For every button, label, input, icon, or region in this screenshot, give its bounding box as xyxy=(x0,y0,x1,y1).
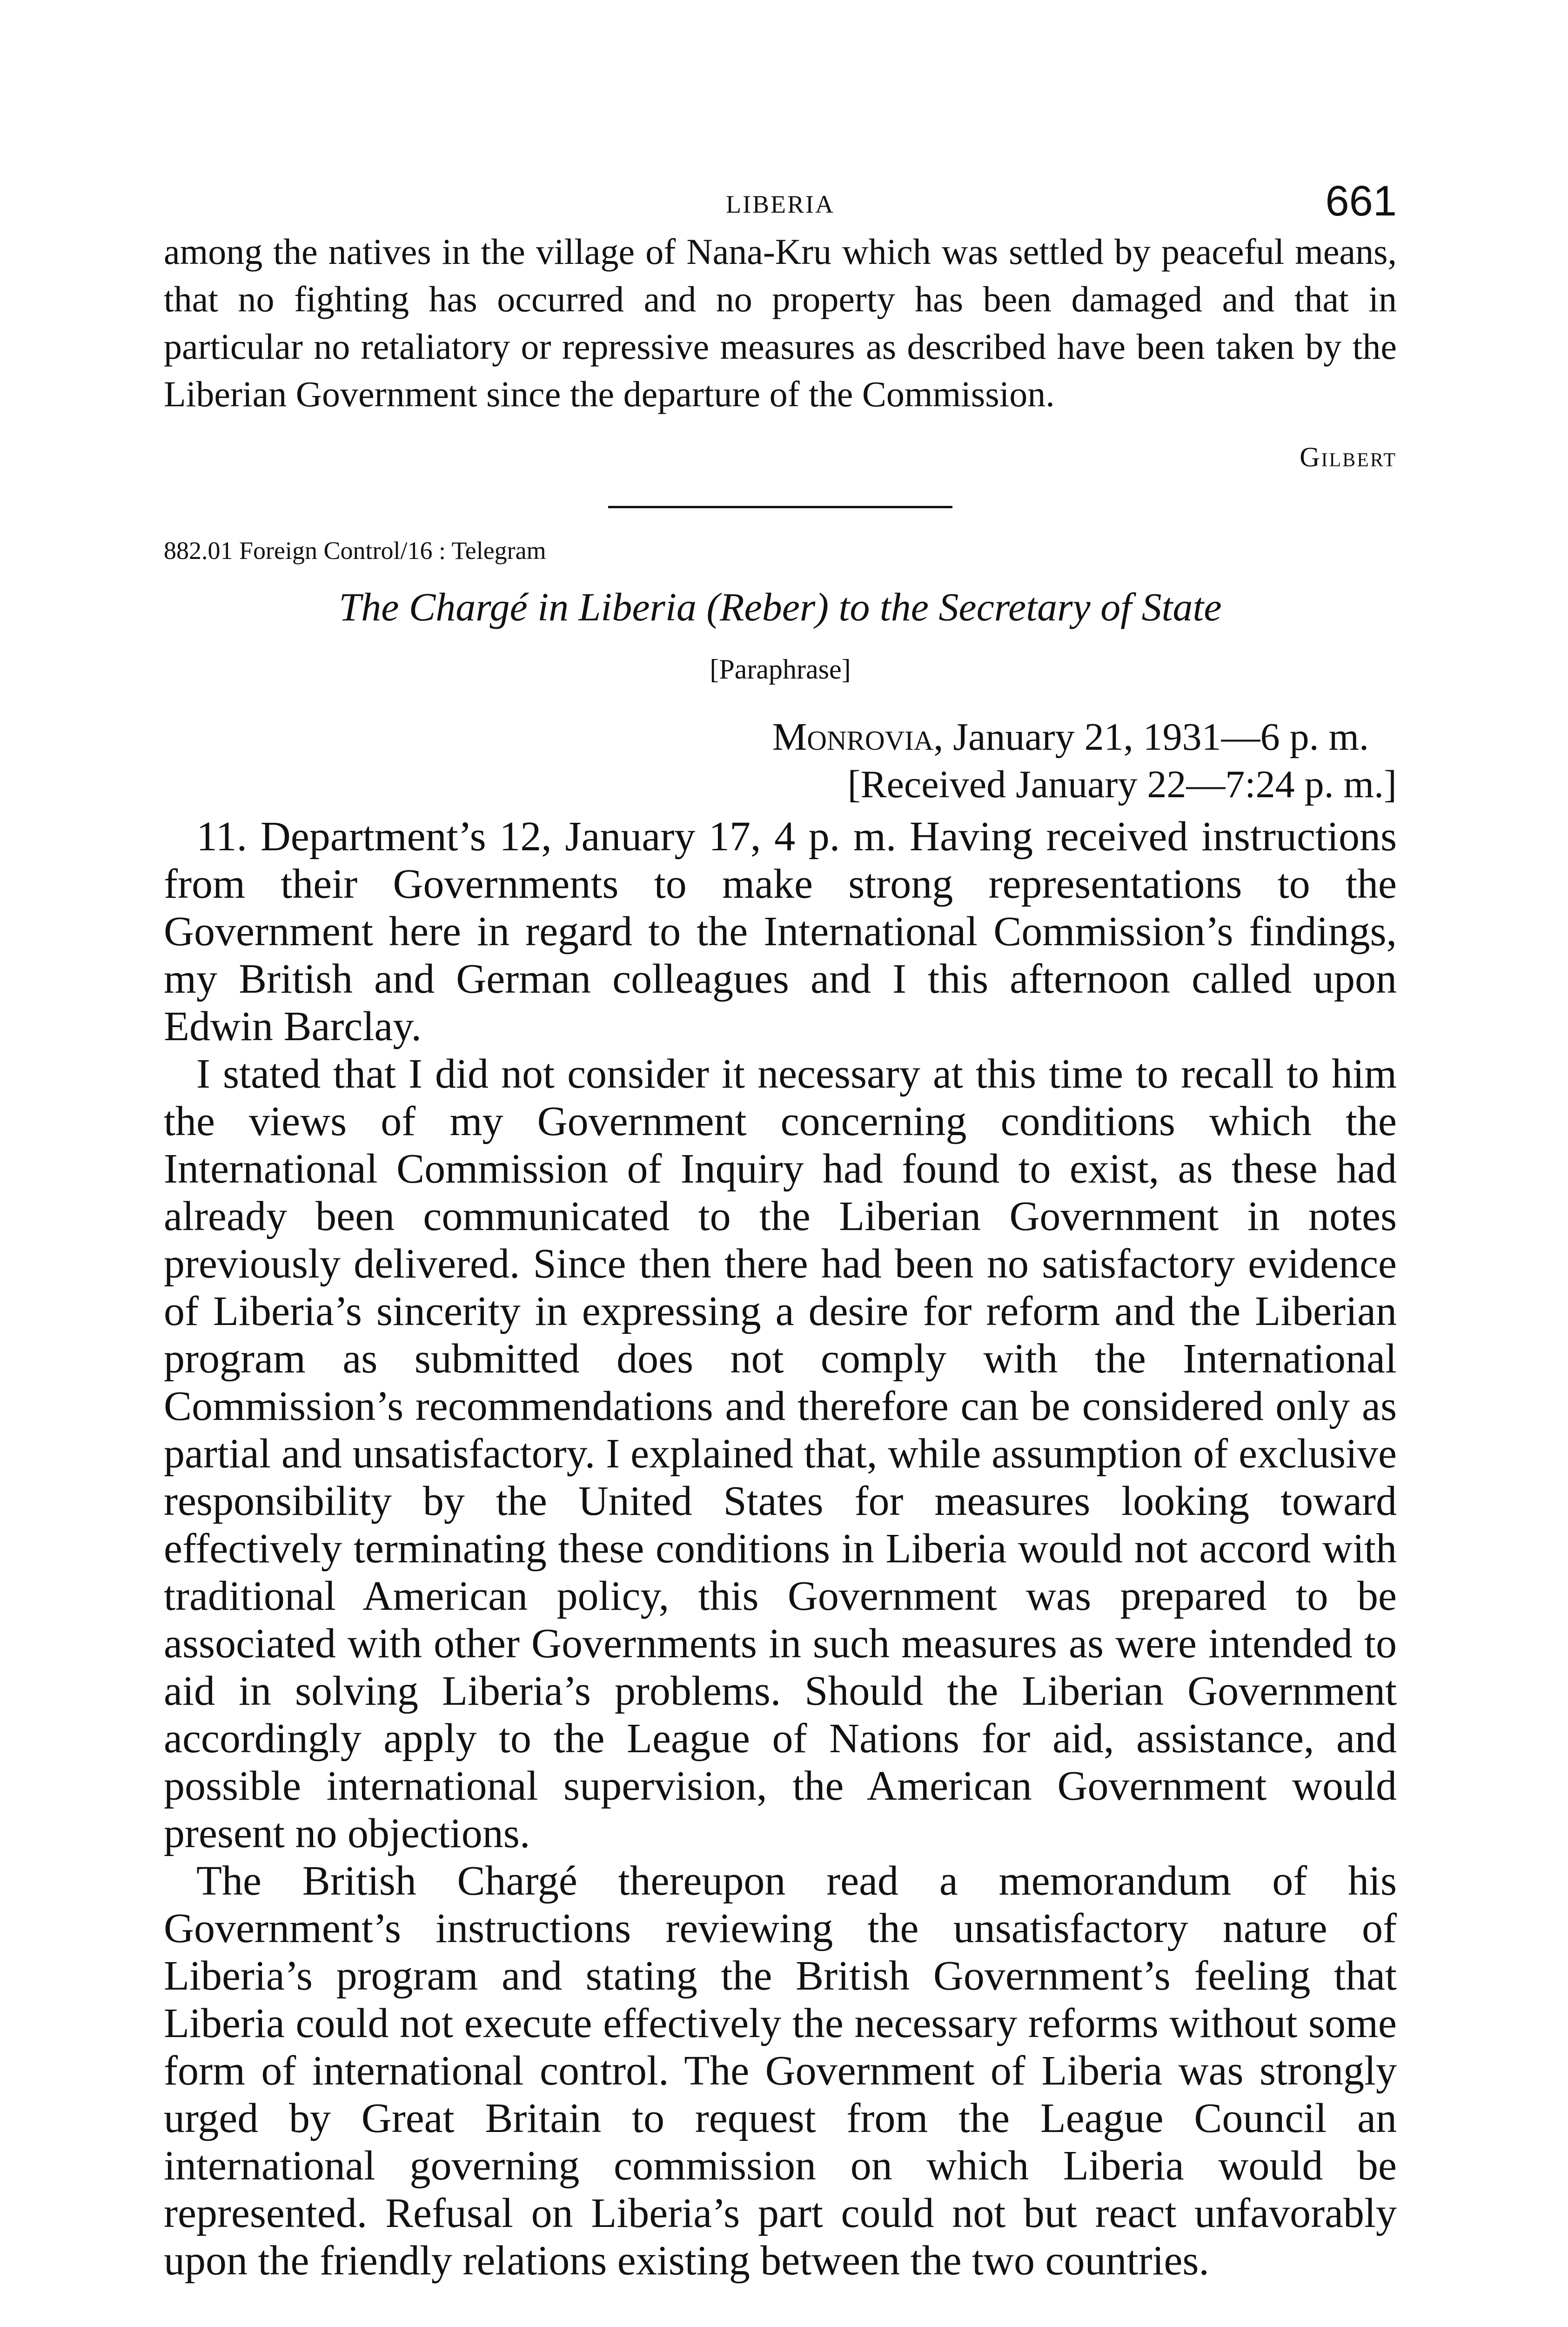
document-page xyxy=(164,177,1397,2285)
continued-paragraph: among the natives in the village of Nana-Kru which was settled by peaceful means, that no fighting has occurred and no property has been damaged and that in particular no retaliatory or repressive measures as described have been taken by the Liberian Government since the departure of the Commission. xyxy=(164,231,1397,414)
body-paragraph: 11. Department’s 12, January 17, 4 p. m. Having received instructions from their Governments to make strong representations to the Government here in regard to the International Commission’s findings, my British and German colleagues and I this afternoon called upon Edwin Barclay. xyxy=(164,814,1397,1049)
running-head xyxy=(164,177,1397,228)
page-number: 661 xyxy=(1325,177,1397,225)
document-heading: The Chargé in Liberia (Reber) to the Secretary of State xyxy=(339,585,1222,629)
received-line: [Received January 22—7:24 p. m.] xyxy=(847,763,1397,806)
dateline-place: Monrovia, xyxy=(772,715,944,759)
dateline-date: January 21, 1931—6 p. m. xyxy=(953,715,1369,759)
paraphrase-label: [Paraphrase] xyxy=(710,654,851,685)
section-divider xyxy=(608,506,952,508)
signature: Gilbert xyxy=(1300,442,1397,472)
body-paragraph: The British Chargé thereupon read a memorandum of his Government’s instructions reviewing the unsatisfactory nature of Liberia’s program and stating the British Government’s feeling that Liberia could not execute effectively the necessary reforms without some form of international control. The Government of Liberia was strongly urged by Great Britain to request from the League Council an international governing commission on which Liberia would be represented. Refusal on Liberia’s part could not but react unfavorably upon the friendly relations existing between the two countries. xyxy=(164,1858,1397,2284)
file-reference: 882.01 Foreign Control/16 : Telegram xyxy=(164,537,546,565)
body-paragraph: I stated that I did not consider it necessary at this time to recall to him the views of my Government concerning conditions which the International Commission of Inquiry had found to exist, as these had already been communicated to the Liberian Government in notes previously delivered. Since then there had been no satisfactory evidence of Liberia’s sincerity in expressing a desire for reform and the Liberian program as submitted does not comply with the International Commission’s recommendations and therefore can be considered only as partial and unsatisfactory. I explained that, while assumption of exclusive responsibility by the United States for measures looking toward effectively terminating these conditions in Liberia would not accord with traditional American policy, this Government was prepared to be associated with other Governments in such measures as were intended to aid in solving Liberia’s problems. Should the Liberian Government accordingly apply to the League of Nations for aid, assistance, and possible international supervision, the American Government would present no objections. xyxy=(164,1051,1397,1856)
running-title: LIBERIA xyxy=(726,190,835,218)
dateline xyxy=(164,713,1397,761)
